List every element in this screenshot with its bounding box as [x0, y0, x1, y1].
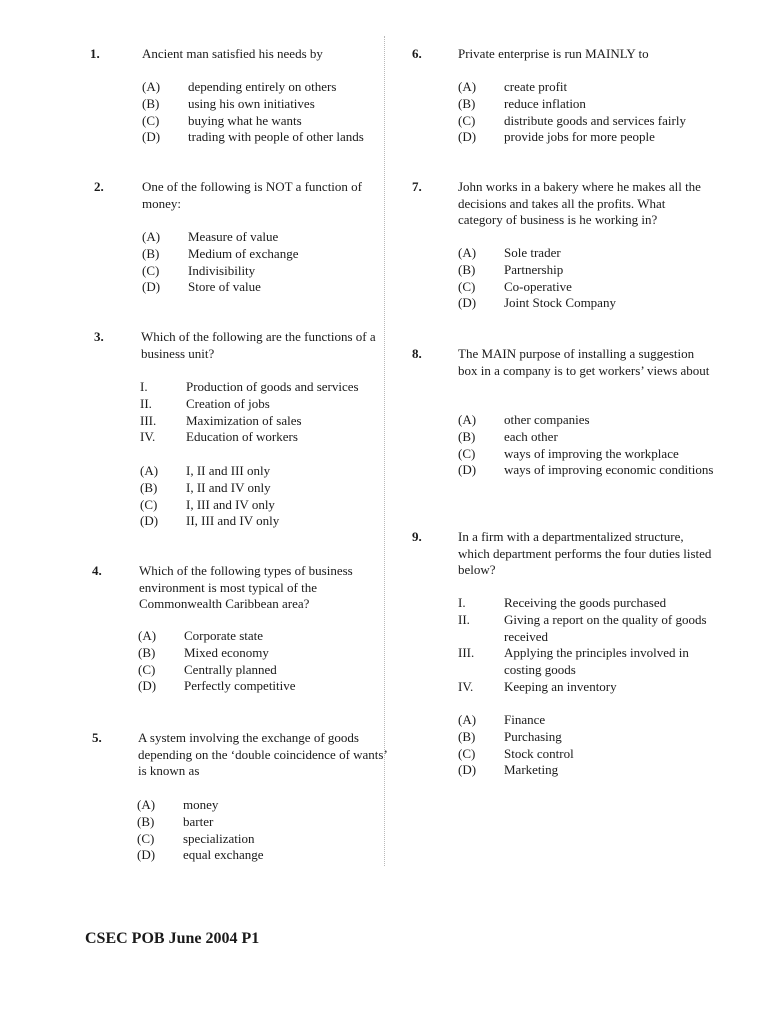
- item-text: Maximization of sales: [186, 412, 302, 428]
- answer-option-b[interactable]: [458, 262, 718, 279]
- item-text: Keeping an inventory: [504, 678, 617, 694]
- answer-option-d[interactable]: [142, 129, 392, 146]
- answer-options: [142, 79, 392, 146]
- answer-options: [140, 463, 390, 530]
- question-stem: Ancient man satisfied his needs by: [142, 46, 323, 61]
- option-label: (D): [140, 513, 159, 529]
- answer-options: [138, 628, 388, 695]
- option-label: (D): [458, 295, 477, 311]
- question-number: 4.: [92, 563, 102, 578]
- answer-option-d[interactable]: [458, 295, 718, 312]
- option-text: Corporate state: [184, 628, 264, 643]
- answer-option-c[interactable]: [142, 113, 392, 130]
- answer-option-c[interactable]: [458, 746, 718, 763]
- option-text: trading with people of other lands: [188, 129, 364, 145]
- answer-option-d[interactable]: [458, 762, 718, 779]
- option-text: depending entirely on others: [188, 79, 337, 94]
- item-text: Applying the principles involved in costing goods: [504, 645, 689, 678]
- option-label: (A): [458, 412, 477, 427]
- answer-option-b[interactable]: [458, 96, 718, 113]
- answer-options: [137, 797, 387, 864]
- option-label: (A): [137, 797, 156, 812]
- option-text: II, III and IV only: [186, 513, 280, 529]
- statement-item: [458, 679, 718, 696]
- option-label: (B): [142, 245, 160, 261]
- answer-option-b[interactable]: [138, 645, 388, 662]
- option-text: Finance: [504, 712, 546, 727]
- option-text: Purchasing: [504, 728, 562, 744]
- option-text: Mixed economy: [184, 644, 269, 660]
- answer-option-b[interactable]: [140, 480, 390, 497]
- option-label: (A): [140, 463, 159, 478]
- option-text: create profit: [504, 79, 568, 94]
- question-number: 3.: [94, 329, 104, 344]
- option-text: specialization: [183, 830, 255, 846]
- page-footer: CSEC POB June 2004 P1: [85, 930, 260, 947]
- option-label: (C): [458, 445, 476, 461]
- statement-item: [140, 413, 390, 430]
- answer-option-c[interactable]: [458, 446, 718, 463]
- option-label: (B): [142, 95, 160, 111]
- item-text: Production of goods and services: [186, 379, 359, 394]
- answer-option-d[interactable]: [137, 847, 387, 864]
- option-label: (A): [458, 712, 477, 727]
- option-text: Measure of value: [188, 229, 279, 244]
- statement-item: [458, 645, 718, 679]
- question-stem: In a firm with a departmentalized structure, which department performs the four duties listed below?: [458, 529, 712, 577]
- option-label: (D): [137, 847, 156, 863]
- answer-options: [458, 245, 718, 312]
- option-label: (C): [458, 745, 476, 761]
- statement-item: [140, 379, 390, 396]
- option-label: (D): [142, 279, 161, 295]
- option-text: ways of improving the workplace: [504, 445, 679, 461]
- option-text: distribute goods and services fairly: [504, 112, 686, 128]
- option-text: money: [183, 797, 219, 812]
- answer-option-b[interactable]: [137, 814, 387, 831]
- answer-option-c[interactable]: [137, 831, 387, 848]
- option-text: Sole trader: [504, 245, 561, 260]
- question-stem: Which of the following are the functions of a business unit?: [141, 329, 376, 361]
- question-number: 9.: [412, 529, 422, 544]
- option-text: Co-operative: [504, 278, 572, 294]
- item-label: III.: [140, 412, 157, 428]
- answer-option-d[interactable]: [142, 279, 392, 296]
- option-label: (D): [138, 678, 157, 694]
- answer-option-b[interactable]: [142, 246, 392, 263]
- option-label: (B): [458, 428, 476, 444]
- statement-item: [458, 595, 718, 612]
- answer-option-d[interactable]: [458, 462, 718, 479]
- question-number: 2.: [94, 179, 104, 194]
- answer-option-c[interactable]: [140, 497, 390, 514]
- option-text: Store of value: [188, 279, 261, 295]
- statement-item: [458, 612, 718, 646]
- question-stem: Private enterprise is run MAINLY to: [458, 46, 649, 61]
- answer-options: [142, 229, 392, 296]
- option-text: I, III and IV only: [186, 496, 275, 512]
- answer-option-a[interactable]: [142, 79, 392, 96]
- answer-option-c[interactable]: [138, 662, 388, 679]
- option-text: other companies: [504, 412, 590, 427]
- option-text: each other: [504, 428, 558, 444]
- answer-option-a[interactable]: [137, 797, 387, 814]
- option-label: (D): [142, 129, 161, 145]
- option-label: (A): [458, 79, 477, 94]
- option-text: Partnership: [504, 261, 564, 277]
- answer-option-a[interactable]: [458, 412, 718, 429]
- item-label: IV.: [140, 429, 156, 445]
- answer-option-a[interactable]: [458, 712, 718, 729]
- roman-numeral-items: [140, 379, 390, 446]
- option-text: I, II and IV only: [186, 479, 271, 495]
- question-number: 6.: [412, 46, 422, 61]
- answer-option-c[interactable]: [142, 263, 392, 280]
- question-stem: A system involving the exchange of goods depending on the ‘double coincidence of wants’ is known as: [138, 730, 387, 778]
- option-text: Stock control: [504, 745, 574, 761]
- question-stem: John works in a bakery where he makes all the decisions and takes all the profits. What category of business is he working in?: [458, 179, 701, 227]
- answer-options: [458, 79, 718, 146]
- option-text: I, II and III only: [186, 463, 271, 478]
- answer-option-a[interactable]: [140, 463, 390, 480]
- item-text: Giving a report on the quality of goods received: [504, 611, 707, 644]
- question-stem: The MAIN purpose of installing a suggestion box in a company is to get workers’ views about: [458, 346, 710, 378]
- option-label: (D): [458, 762, 477, 778]
- option-label: (A): [138, 628, 157, 643]
- answer-option-b[interactable]: [458, 429, 718, 446]
- answer-option-d[interactable]: [458, 129, 718, 146]
- option-text: barter: [183, 813, 214, 829]
- option-label: (D): [458, 129, 477, 145]
- item-text: Receiving the goods purchased: [504, 595, 667, 610]
- answer-option-d[interactable]: [140, 513, 390, 530]
- option-label: (D): [458, 462, 477, 478]
- answer-option-c[interactable]: [458, 279, 718, 296]
- question-number: 5.: [92, 730, 102, 745]
- answer-option-d[interactable]: [138, 678, 388, 695]
- statement-item: [140, 429, 390, 446]
- item-label: IV.: [458, 678, 474, 694]
- option-label: (C): [137, 830, 155, 846]
- item-label: I.: [140, 379, 148, 394]
- item-text: Creation of jobs: [186, 395, 270, 411]
- roman-numeral-items: [458, 595, 718, 696]
- answer-option-c[interactable]: [458, 113, 718, 130]
- option-text: reduce inflation: [504, 95, 586, 111]
- option-label: (B): [137, 813, 155, 829]
- question-number: 7.: [412, 179, 422, 194]
- item-label: II.: [458, 611, 470, 627]
- option-text: Perfectly competitive: [184, 678, 296, 694]
- option-text: Centrally planned: [184, 661, 277, 677]
- option-text: ways of improving economic conditions: [504, 462, 714, 478]
- item-text: Education of workers: [186, 429, 298, 445]
- option-text: provide jobs for more people: [504, 129, 655, 145]
- option-text: using his own initiatives: [188, 95, 315, 111]
- option-label: (B): [458, 95, 476, 111]
- option-label: (C): [142, 262, 160, 278]
- item-label: II.: [140, 395, 152, 411]
- option-label: (A): [142, 229, 161, 244]
- question-number: 1.: [90, 46, 100, 61]
- option-label: (A): [458, 245, 477, 260]
- option-label: (C): [140, 496, 158, 512]
- statement-item: [140, 396, 390, 413]
- option-label: (C): [458, 278, 476, 294]
- option-text: buying what he wants: [188, 112, 302, 128]
- option-label: (C): [142, 112, 160, 128]
- option-text: Joint Stock Company: [504, 295, 616, 311]
- question-stem: One of the following is NOT a function of money:: [142, 179, 362, 211]
- answer-option-a[interactable]: [142, 229, 392, 246]
- option-text: Indivisibility: [188, 262, 256, 278]
- answer-option-a[interactable]: [458, 79, 718, 96]
- option-label: (B): [140, 479, 158, 495]
- item-label: I.: [458, 595, 466, 610]
- answer-options: [458, 412, 718, 479]
- option-label: (C): [458, 112, 476, 128]
- item-label: III.: [458, 645, 475, 661]
- answer-option-a[interactable]: [138, 628, 388, 645]
- option-label: (B): [138, 644, 156, 660]
- answer-option-a[interactable]: [458, 245, 718, 262]
- option-text: Medium of exchange: [188, 245, 299, 261]
- option-label: (C): [138, 661, 156, 677]
- answer-option-b[interactable]: [458, 729, 718, 746]
- option-label: (A): [142, 79, 161, 94]
- option-label: (B): [458, 728, 476, 744]
- question-number: 8.: [412, 346, 422, 361]
- option-text: equal exchange: [183, 847, 264, 863]
- answer-options: [458, 712, 718, 779]
- option-text: Marketing: [504, 762, 559, 778]
- answer-option-b[interactable]: [142, 96, 392, 113]
- option-label: (B): [458, 261, 476, 277]
- question-stem: Which of the following types of business environment is most typical of the Commonwealth Caribbean area?: [139, 563, 353, 611]
